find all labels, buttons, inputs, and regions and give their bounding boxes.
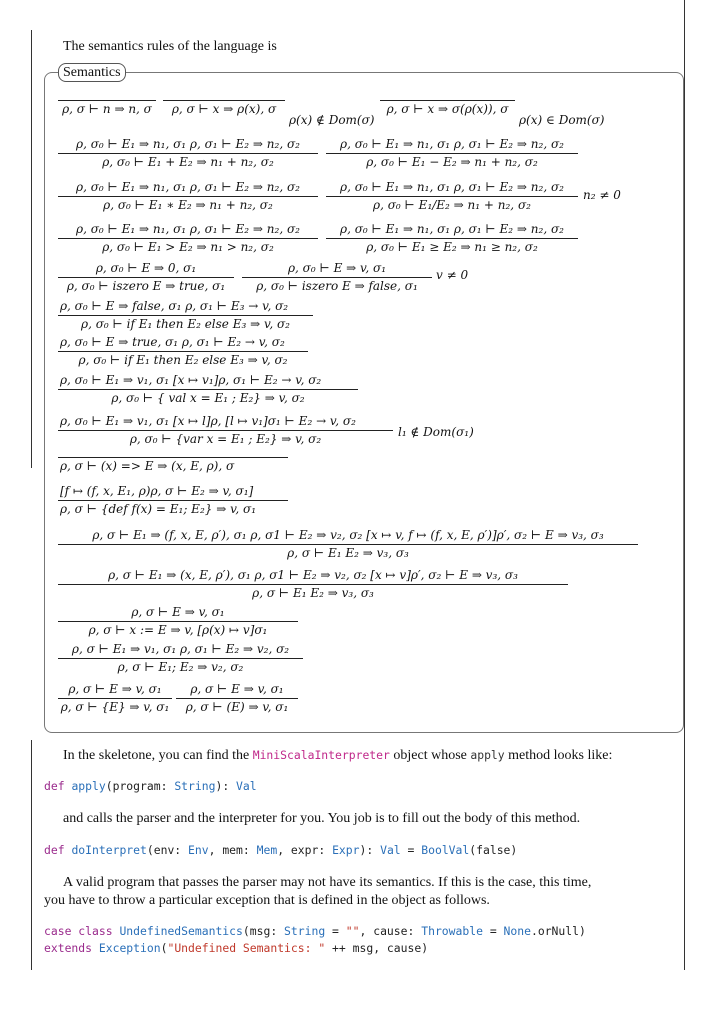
- paragraph-instructions: and calls the parser and the interpreter for you. You job is to fill out the body of this method.: [63, 811, 581, 826]
- semantics-box-title: Semantics: [58, 63, 126, 82]
- rule-def: [f ↦ (f, x, E₁, ρ)ρ, σ ⊢ E₂ ⇒ v, σ₁] ρ, σ ⊢ {def f(x) = E₁; E₂} ⇒ v, σ₁: [58, 484, 288, 517]
- rule-seq: ρ, σ ⊢ E₁ ⇒ v₁, σ₁ ρ, σ₁ ⊢ E₂ ⇒ v₂, σ₂ ρ, σ ⊢ E₁; E₂ ⇒ v₂, σ₂: [58, 642, 303, 675]
- rule-add: ρ, σ₀ ⊢ E₁ ⇒ n₁, σ₁ ρ, σ₁ ⊢ E₂ ⇒ n₂, σ₂ ρ, σ₀ ⊢ E₁ + E₂ ⇒ n₁ + n₂, σ₂: [58, 137, 318, 170]
- rule-paren: ρ, σ ⊢ E ⇒ v, σ₁ ρ, σ ⊢ (E) ⇒ v, σ₁: [176, 682, 298, 715]
- rule-iszero-true: ρ, σ₀ ⊢ E ⇒ 0, σ₁ ρ, σ₀ ⊢ iszero E ⇒ true, σ₁: [58, 261, 234, 294]
- rule-if-false: ρ, σ₀ ⊢ E ⇒ false, σ₁ ρ, σ₁ ⊢ E₃ → v, σ₂ ρ, σ₀ ⊢ if E₁ then E₂ else E₃ ⇒ v, σ₂: [58, 299, 313, 332]
- paragraph-apply: In the skeletone, you can find the MiniScalaInterpreter object whose apply method looks like:: [63, 748, 613, 763]
- code-exception-line2: extends Exception("Undefined Semantics: " ++ msg, cause): [44, 941, 429, 955]
- side-cond-notdom: ρ(x) ∉ Dom(σ): [289, 113, 375, 127]
- rule-fun: ρ, σ ⊢ (x) => E ⇒ (x, E, ρ), σ: [58, 456, 288, 474]
- paragraph-exception-2: you have to throw a particular exception that is defined in the object as follows.: [44, 893, 490, 908]
- intro-text: The semantics rules of the language is: [63, 39, 277, 54]
- side-cond-dom: ρ(x) ∈ Dom(σ): [519, 113, 605, 127]
- rule-mem-lookup: ρ, σ ⊢ x ⇒ σ(ρ(x)), σ: [380, 99, 515, 117]
- side-cond-v-nonzero: v ≠ 0: [436, 268, 469, 282]
- rule-val: ρ, σ₀ ⊢ E₁ ⇒ v₁, σ₁ [x ↦ v₁]ρ, σ₁ ⊢ E₂ → v, σ₂ ρ, σ₀ ⊢ { val x = E₁ ; E₂} ⇒ v, σ₂: [58, 373, 358, 406]
- code-apply-signature: def apply(program: String): Val: [44, 779, 257, 793]
- code-exception-line1: case class UndefinedSemantics(msg: String = "", cause: Throwable = None.orNull): [44, 924, 586, 938]
- left-margin-bar-lower: [31, 740, 32, 970]
- rule-var-lookup: ρ, σ ⊢ x ⇒ ρ(x), σ: [163, 99, 285, 117]
- inline-code-apply: apply: [470, 748, 505, 762]
- rule-brace: ρ, σ ⊢ E ⇒ v, σ₁ ρ, σ ⊢ {E} ⇒ v, σ₁: [58, 682, 172, 715]
- left-margin-bar: [31, 30, 32, 468]
- rule-num: ρ, σ ⊢ n ⇒ n, σ: [58, 99, 156, 117]
- rule-app-rec: ρ, σ ⊢ E₁ ⇒ (f, x, E, ρ′), σ₁ ρ, σ1 ⊢ E₂ ⇒ v₂, σ₂ [x ↦ v, f ↦ (f, x, E, ρ′)]ρ′, σ₂ ⊢ E ⇒ v₃, σ₃ ρ, σ ⊢ E₁ E₂ ⇒ v₃, σ₃: [58, 528, 638, 561]
- rule-assign: ρ, σ ⊢ E ⇒ v, σ₁ ρ, σ ⊢ x := E ⇒ v, [ρ(x) ↦ v]σ₁: [58, 605, 298, 638]
- right-margin-bar: [684, 0, 685, 970]
- rule-sub: ρ, σ₀ ⊢ E₁ ⇒ n₁, σ₁ ρ, σ₁ ⊢ E₂ ⇒ n₂, σ₂ ρ, σ₀ ⊢ E₁ − E₂ ⇒ n₁ + n₂, σ₂: [326, 137, 578, 170]
- rule-gt: ρ, σ₀ ⊢ E₁ ⇒ n₁, σ₁ ρ, σ₁ ⊢ E₂ ⇒ n₂, σ₂ ρ, σ₀ ⊢ E₁ > E₂ ⇒ n₁ > n₂, σ₂: [58, 222, 318, 255]
- rule-var: ρ, σ₀ ⊢ E₁ ⇒ v₁, σ₁ [x ↦ l]ρ, [l ↦ v₁]σ₁ ⊢ E₂ → v, σ₂ ρ, σ₀ ⊢ {var x = E₁ ; E₂} ⇒ v, σ₂: [58, 414, 393, 447]
- paragraph-exception-1: A valid program that passes the parser may not have its semantics. If this is the case, this time,: [63, 875, 592, 890]
- side-cond-fresh-loc: l₁ ∉ Dom(σ₁): [398, 425, 474, 439]
- rule-iszero-false: ρ, σ₀ ⊢ E ⇒ v, σ₁ ρ, σ₀ ⊢ iszero E ⇒ false, σ₁: [242, 261, 432, 294]
- rule-ge: ρ, σ₀ ⊢ E₁ ⇒ n₁, σ₁ ρ, σ₁ ⊢ E₂ ⇒ n₂, σ₂ ρ, σ₀ ⊢ E₁ ≥ E₂ ⇒ n₁ ≥ n₂, σ₂: [326, 222, 578, 255]
- rule-div: ρ, σ₀ ⊢ E₁ ⇒ n₁, σ₁ ρ, σ₁ ⊢ E₂ ⇒ n₂, σ₂ ρ, σ₀ ⊢ E₁/E₂ ⇒ n₁ + n₂, σ₂: [326, 180, 578, 213]
- code-dointerpret-signature: def doInterpret(env: Env, mem: Mem, expr: Expr): Val = BoolVal(false): [44, 843, 518, 857]
- rule-if-true: ρ, σ₀ ⊢ E ⇒ true, σ₁ ρ, σ₁ ⊢ E₂ → v, σ₂ ρ, σ₀ ⊢ if E₁ then E₂ else E₃ ⇒ v, σ₂: [58, 335, 308, 368]
- side-cond-nonzero: n₂ ≠ 0: [583, 188, 621, 202]
- rule-app: ρ, σ ⊢ E₁ ⇒ (x, E, ρ′), σ₁ ρ, σ1 ⊢ E₂ ⇒ v₂, σ₂ [x ↦ v]ρ′, σ₂ ⊢ E ⇒ v₃, σ₃ ρ, σ ⊢ E₁ E₂ ⇒ v₃, σ₃: [58, 568, 568, 601]
- rule-mul: ρ, σ₀ ⊢ E₁ ⇒ n₁, σ₁ ρ, σ₁ ⊢ E₂ ⇒ n₂, σ₂ ρ, σ₀ ⊢ E₁ ∗ E₂ ⇒ n₁ + n₂, σ₂: [58, 180, 318, 213]
- inline-code-object: MiniScalaInterpreter: [252, 748, 390, 762]
